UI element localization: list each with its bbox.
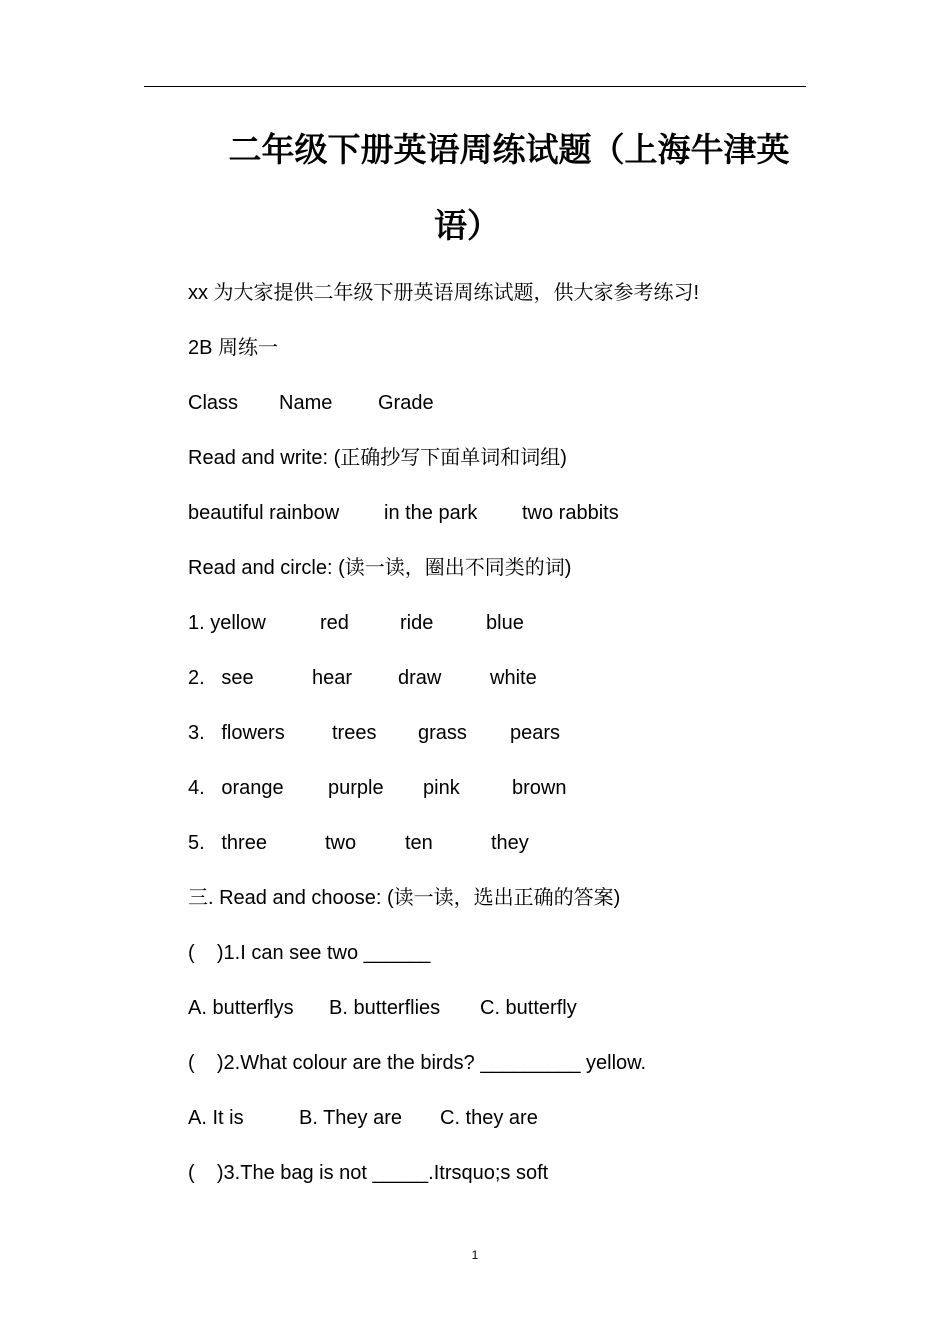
section-read-and-write: Read and write: (正确抄写下面单词和词组) [188, 447, 567, 469]
circle-word: two [325, 832, 357, 854]
phrase-item: beautiful rainbow [188, 502, 340, 524]
circle-word: trees [332, 722, 377, 744]
circle-word: 2. see [188, 667, 254, 689]
circle-word: brown [512, 777, 567, 799]
circle-word: grass [418, 722, 467, 744]
circle-word: they [491, 832, 529, 854]
circle-word: red [320, 612, 349, 634]
phrase-item: two rabbits [522, 502, 619, 524]
circle-word: pink [423, 777, 460, 799]
option-b: B. They are [299, 1107, 403, 1129]
circle-word: ride [400, 612, 434, 634]
option-c: C. butterfly [480, 997, 577, 1019]
top-rule [144, 86, 806, 87]
header-name: Name [279, 392, 333, 414]
question-2: ( )2.What colour are the birds? _________ yellow. [188, 1052, 647, 1074]
circle-word: 5. three [188, 832, 267, 854]
option-a: A. butterflys [188, 997, 294, 1019]
section-read-and-circle: Read and circle: (读一读，圈出不同类的词) [188, 557, 572, 579]
circle-word: blue [486, 612, 524, 634]
phrase-item: in the park [384, 502, 478, 524]
option-c: C. they are [440, 1107, 538, 1129]
circle-word: 3. flowers [188, 722, 285, 744]
header-class: Class [188, 392, 239, 414]
circle-word: purple [328, 777, 384, 799]
section-read-and-choose: 三. Read and choose: (读一读，选出正确的答案) [188, 887, 621, 909]
option-a: A. It is [188, 1107, 244, 1129]
circle-word: draw [398, 667, 442, 689]
question-3: ( )3.The bag is not _____.Itrsquo;s soft [188, 1162, 549, 1184]
circle-word: hear [312, 667, 353, 689]
option-b: B. butterflies [329, 997, 441, 1019]
circle-word: ten [405, 832, 433, 854]
intro-text: xx 为大家提供二年级下册英语周练试题，供大家参考练习! [188, 282, 700, 304]
header-grade: Grade [378, 392, 434, 414]
week-label: 2B 周练一 [188, 337, 279, 359]
question-1: ( )1.I can see two ______ [188, 942, 431, 964]
circle-word: white [490, 667, 537, 689]
circle-word: 4. orange [188, 777, 284, 799]
circle-word: pears [510, 722, 561, 744]
page-title-line-2: 语） [434, 206, 500, 245]
page-number: 1 [471, 1248, 479, 1262]
circle-word: 1. yellow [188, 612, 266, 634]
page-title-line-1: 二年级下册英语周练试题（上海牛津英 [228, 130, 790, 169]
